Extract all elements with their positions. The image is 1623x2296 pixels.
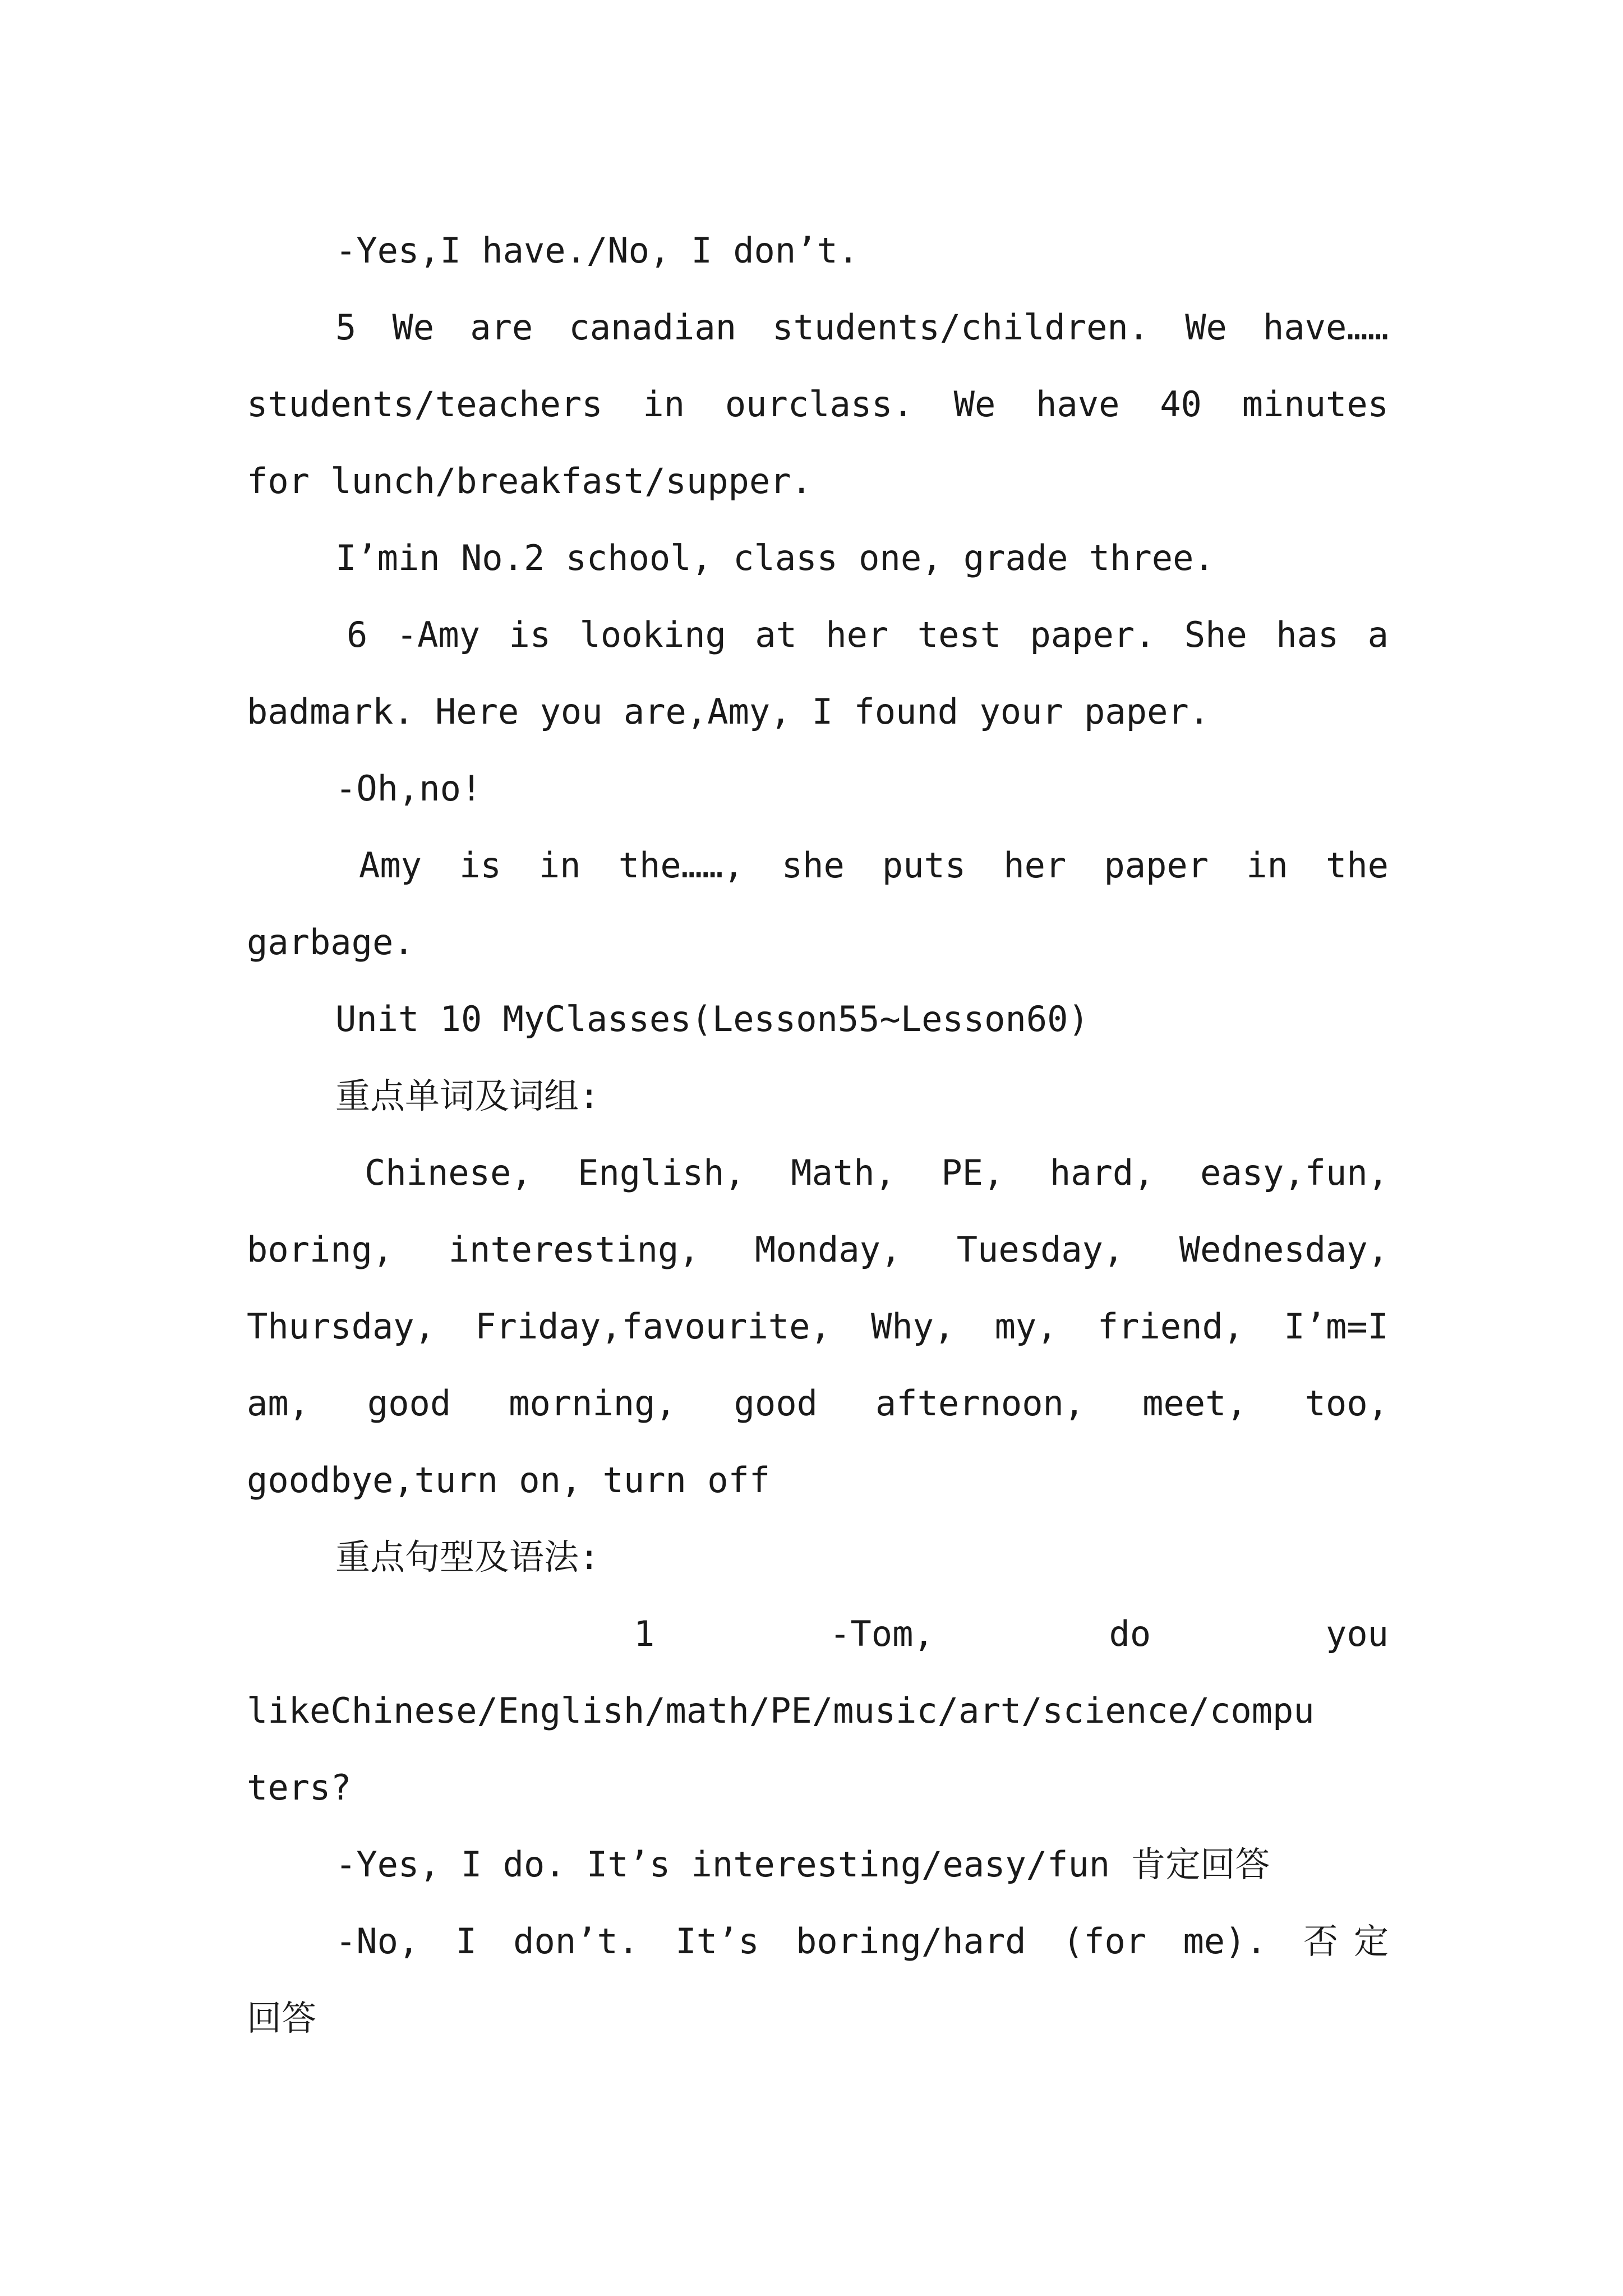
text-line: garbage. — [247, 922, 414, 963]
text-line: I’min No.2 school, class one, grade three. — [335, 537, 1215, 578]
answer-line: -Yes,I have./No, I don’t. — [335, 230, 859, 271]
vocabulary-line: Thursday, Friday,favourite, Why, my, friend, I’m=I — [247, 1306, 1389, 1347]
positive-answer-line: -Yes, I do. It’s interesting/easy/fun 肯定回答 — [335, 1844, 1270, 1885]
item-5-line: 5 We are canadian students/children. We have…… — [335, 307, 1389, 348]
vocabulary-line: goodbye,turn on, turn off — [247, 1460, 771, 1501]
document-body — [247, 212, 1389, 2056]
item-1-line: 1 -Tom, do you — [634, 1613, 1389, 1654]
text-line: ters? — [247, 1767, 352, 1808]
vocabulary-line: Chinese, English, Math, PE, hard, easy,fun, — [365, 1152, 1389, 1193]
text-line: students/teachers in ourclass. We have 40 minutes — [247, 384, 1389, 425]
text-line: badmark. Here you are,Amy, I found your paper. — [247, 691, 1210, 732]
vocabulary-line: am, good morning, good afternoon, meet, too, — [247, 1383, 1389, 1424]
vocabulary-line: boring, interesting, Monday, Tuesday, Wednesday, — [247, 1229, 1389, 1270]
text-line: likeChinese/English/math/PE/music/art/science/compu — [247, 1690, 1315, 1731]
text-line: for lunch/breakfast/supper. — [247, 461, 812, 501]
text-line: Amy is in the……, she puts her paper in the — [359, 845, 1389, 886]
negative-answer-line: -No, I don’t. It’s boring/hard (for me). 否定 — [335, 1921, 1389, 1962]
unit-heading: Unit 10 MyClasses(Lesson55~Lesson60) — [335, 999, 1089, 1039]
item-6-line: 6 -Amy is looking at her test paper. She has a — [347, 614, 1389, 655]
text-line: 回答 — [247, 1998, 317, 2039]
vocabulary-heading: 重点单词及词组: — [335, 1075, 600, 1116]
text-line: -Oh,no! — [335, 768, 482, 809]
grammar-heading: 重点句型及语法: — [335, 1536, 600, 1577]
